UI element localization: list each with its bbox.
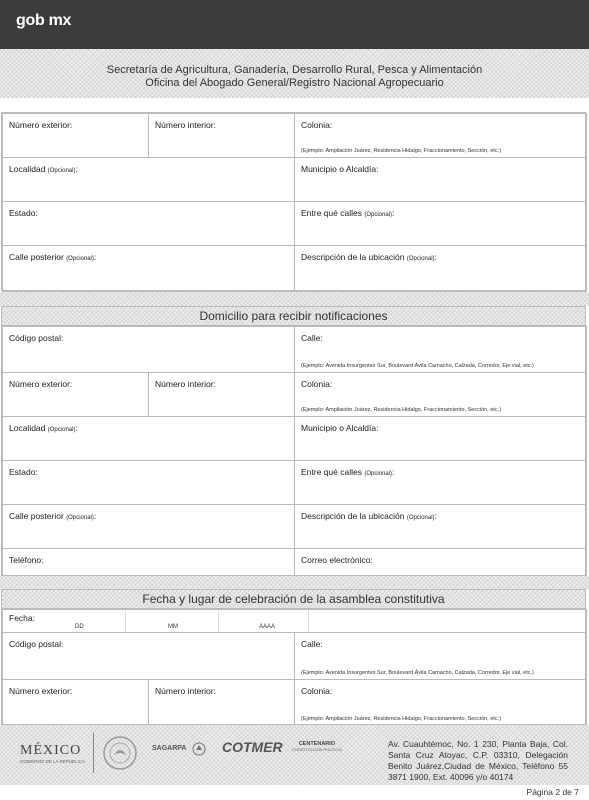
estado-label: Estado: <box>9 208 38 218</box>
entre-calles-field-1[interactable]: Entre qué calles (Opcional): <box>294 201 587 246</box>
sagarpa-logo: SAGARPA <box>152 745 187 752</box>
calle-hint: (Ejemplo: Avenida Insurgentes Sur, Boulevard Ávila Camacho, Calzada, Corredor, Eje vial, etc.) <box>301 670 534 676</box>
colonia-field-1[interactable] <box>294 113 587 158</box>
numero-interior-field-2[interactable] <box>148 372 295 417</box>
municipio-field-2[interactable] <box>294 416 587 461</box>
entre-calles-field-2[interactable]: Entre qué calles (Opcional): <box>294 460 587 505</box>
calle-posterior-label: Calle posterior <box>9 511 64 521</box>
address-section-1 <box>1 112 586 291</box>
header-secretaria: Secretaría de Agricultura, Ganadería, Desarrollo Rural, Pesca y Alimentación <box>106 64 483 76</box>
estado-label: Estado: <box>9 467 38 477</box>
notificaciones-title-bar <box>1 306 586 325</box>
page-number: Página 2 de 7 <box>526 787 579 797</box>
mexico-logo-subtext: GOBIERNO DE LA REPÚBLICA <box>20 759 86 764</box>
date-divider <box>125 610 126 632</box>
gob-mx-logo: gob mx <box>16 12 72 29</box>
estado-field-1[interactable] <box>2 201 295 246</box>
localidad-field-1[interactable]: Localidad (Opcional): <box>2 157 295 202</box>
numero-interior-field-1[interactable] <box>148 113 295 158</box>
calle-field-3[interactable] <box>294 632 587 680</box>
colonia-label: Colonia: <box>301 379 333 389</box>
optional-tag: (Opcional) <box>66 515 94 521</box>
centenario-text: CENTENARIO <box>298 741 336 747</box>
numero-exterior-field-3[interactable] <box>2 679 149 726</box>
descripcion-label: Descripción de la ubicación <box>301 511 405 521</box>
date-aaaa-label: AAAA <box>259 624 276 630</box>
section-title-notificaciones: Domicilio para recibir notificaciones <box>199 309 388 323</box>
estado-field-2[interactable] <box>2 460 295 505</box>
descripcion-field-1[interactable]: Descripción de la ubicación (Opcional): <box>294 245 587 292</box>
numero-exterior-label: Número exterior: <box>9 120 73 130</box>
telefono-label: Teléfono: <box>9 555 44 565</box>
separator-strip <box>0 576 589 590</box>
header-oficina: Oficina del Abogado General/Registro Nacional Agropecuario <box>145 77 444 89</box>
codigo-postal-field-3[interactable] <box>2 632 295 680</box>
separator-strip <box>0 292 589 306</box>
municipio-label: Municipio o Alcaldía: <box>301 423 379 433</box>
municipio-label: Municipio o Alcaldía: <box>301 164 379 174</box>
calle-field-2[interactable] <box>294 326 587 373</box>
optional-tag: (Opcional) <box>364 212 393 218</box>
date-divider <box>218 610 219 632</box>
optional-tag: (Opcional) <box>364 471 393 477</box>
cotmer-logo: COTMER <box>222 739 283 755</box>
codigo-postal-field-2[interactable] <box>2 326 295 373</box>
mexico-logo <box>20 743 85 764</box>
date-mm-label: MM <box>168 624 178 630</box>
codigo-postal-label: Código postal: <box>9 639 64 649</box>
section-title-asamblea: Fecha y lugar de celebración de la asamblea constitutiva <box>142 592 445 606</box>
centenario-subtext: CONSTITUCIÓN POLÍTICA <box>292 747 342 752</box>
header-band <box>0 49 589 98</box>
colonia-hint: (Ejemplo: Ampliación Juárez, Residencia Hidalgo, Fraccionamiento, Sección, etc.) <box>301 148 501 154</box>
numero-exterior-label: Número exterior: <box>9 379 73 389</box>
top-bar <box>0 0 589 49</box>
entre-calles-label: Entre qué calles <box>301 208 362 218</box>
calle-label: Calle: <box>301 333 323 343</box>
escudo-icon <box>102 735 138 776</box>
colonia-label: Colonia: <box>301 686 333 696</box>
centenario-logo <box>292 741 342 752</box>
date-divider <box>308 610 309 632</box>
municipio-field-1[interactable] <box>294 157 587 202</box>
numero-exterior-label: Número exterior: <box>9 686 73 696</box>
optional-tag: (Opcional) <box>47 168 76 174</box>
footer-divider <box>93 733 94 773</box>
colonia-hint: (Ejemplo: Ampliación Juárez, Residencia Hidalgo, Fraccionamiento, Sección, etc.) <box>301 716 501 722</box>
localidad-label: Localidad <box>9 423 46 433</box>
numero-interior-label: Número interior: <box>155 686 216 696</box>
entre-calles-label: Entre qué calles <box>301 467 362 477</box>
telefono-field[interactable] <box>2 548 295 577</box>
numero-exterior-field-2[interactable] <box>2 372 149 417</box>
date-dd-label: DD <box>75 624 84 630</box>
colonia-field-3[interactable] <box>294 679 587 726</box>
optional-tag: (Opcional) <box>406 515 435 521</box>
asamblea-section <box>1 608 586 725</box>
descripcion-field-2[interactable]: Descripción de la ubicación (Opcional): <box>294 504 587 549</box>
codigo-postal-label: Código postal: <box>9 333 64 343</box>
calle-hint: (Ejemplo: Avenida Insurgentes Sur, Boulevard Ávila Camacho, Calzada, Corredor, Eje vial, etc.) <box>301 363 534 369</box>
optional-tag: (Opcional) <box>406 256 435 262</box>
calle-label: Calle: <box>301 639 323 649</box>
colonia-field-2[interactable] <box>294 372 587 417</box>
descripcion-label: Descripción de la ubicación <box>301 252 405 262</box>
calle-posterior-field-2[interactable]: Calle posterior (Opcional): <box>2 504 295 549</box>
numero-interior-field-3[interactable] <box>148 679 295 726</box>
optional-tag: (Opcional) <box>47 427 76 433</box>
localidad-label: Localidad <box>9 164 46 174</box>
notificaciones-section <box>1 325 586 576</box>
mexico-logo-text: MÉXICO <box>20 743 82 758</box>
numero-exterior-field-1[interactable] <box>2 113 149 158</box>
footer-address: Av. Cuauhtémoc, No. 1 230, Planta Baja, Col. Santa Cruz Atoyac, C.P. 03310, Delegación Benito Juárez,Ciudad de México, Teléfono 55 3871 1900, Ext. 40096 y/o 40174 <box>388 739 568 782</box>
calle-posterior-label: Calle posterior <box>9 252 64 262</box>
optional-tag: (Opcional) <box>66 256 94 262</box>
colonia-label: Colonia: <box>301 120 333 130</box>
numero-interior-label: Número interior: <box>155 379 216 389</box>
fecha-label: Fecha: <box>9 613 35 623</box>
fecha-field[interactable] <box>2 609 587 633</box>
calle-posterior-field-1[interactable]: Calle posterior (Opcional): <box>2 245 295 292</box>
correo-label: Correo electrónico: <box>301 555 373 565</box>
numero-interior-label: Número interior: <box>155 120 216 130</box>
asamblea-title-bar <box>1 589 586 608</box>
sagarpa-emblem-icon <box>192 741 206 762</box>
colonia-hint: (Ejemplo: Ampliación Juárez, Residencia Hidalgo, Fraccionamiento, Sección, etc.) <box>301 407 501 413</box>
localidad-field-2[interactable]: Localidad (Opcional): <box>2 416 295 461</box>
correo-field[interactable] <box>294 548 587 577</box>
